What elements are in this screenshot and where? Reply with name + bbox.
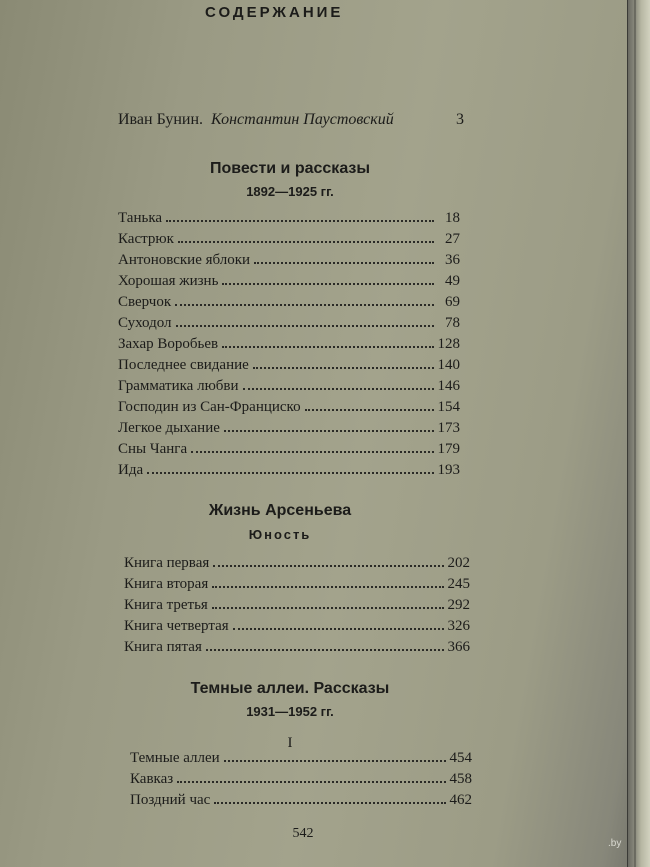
dot-leader bbox=[213, 564, 443, 567]
toc-entry-title: Антоновские яблоки bbox=[118, 252, 251, 268]
toc-entry-title: Последнее свидание bbox=[118, 357, 249, 373]
dot-leader bbox=[177, 780, 445, 783]
toc-entry-title: Книга первая bbox=[124, 555, 210, 571]
dot-leader bbox=[178, 240, 434, 243]
toc-entry-title: Господин из Сан-Франциско bbox=[118, 399, 301, 415]
dot-leader bbox=[214, 801, 445, 804]
toc-entry bbox=[118, 315, 460, 336]
toc-entry-title: Легкое дыхание bbox=[118, 420, 220, 436]
toc-entry bbox=[118, 420, 460, 441]
toc-entry-page: 154 bbox=[437, 399, 460, 415]
toc-entry bbox=[118, 462, 460, 483]
toc-entry bbox=[124, 597, 470, 618]
toc-entry bbox=[118, 252, 460, 273]
dot-leader bbox=[305, 408, 434, 411]
toc-entry-title: Книга третья bbox=[124, 597, 208, 613]
toc-entry bbox=[118, 399, 460, 420]
toc-entry-page: 202 bbox=[447, 555, 470, 571]
dot-leader bbox=[254, 261, 434, 264]
toc-entry-page: 193 bbox=[437, 462, 460, 478]
dot-leader bbox=[212, 606, 444, 609]
dot-leader bbox=[224, 759, 446, 762]
toc-entry-title: Кавказ bbox=[130, 771, 174, 787]
intro-entry bbox=[118, 111, 478, 129]
toc-entry bbox=[124, 576, 470, 597]
toc-entry-page: 18 bbox=[445, 210, 460, 226]
toc-entry-title: Сны Чанга bbox=[118, 441, 188, 457]
toc-entry bbox=[130, 771, 472, 792]
dot-leader bbox=[191, 450, 433, 453]
toc-entry-title: Захар Воробьев bbox=[118, 336, 219, 352]
toc-entry-page: 458 bbox=[449, 771, 472, 787]
toc-entry-title: Поздний час bbox=[130, 792, 211, 808]
toc-entry bbox=[118, 273, 460, 294]
toc-entry-title: Книга пятая bbox=[124, 639, 202, 655]
toc-entry-title: Танька bbox=[118, 210, 163, 226]
toc-entry-page: 173 bbox=[437, 420, 460, 436]
toc-entry-page: 78 bbox=[445, 315, 460, 331]
intro-page-number: 3 bbox=[456, 111, 464, 128]
dot-leader bbox=[206, 648, 444, 651]
toc-entry-title: Сверчок bbox=[118, 294, 172, 310]
page-heading: СОДЕРЖАНИЕ bbox=[205, 4, 344, 21]
toc-entry bbox=[118, 441, 460, 462]
toc-entry-page: 462 bbox=[449, 792, 472, 808]
toc-list-stories bbox=[118, 210, 460, 483]
toc-entry-page: 49 bbox=[445, 273, 460, 289]
toc-entry-title: Грамматика любви bbox=[118, 378, 239, 394]
toc-entry bbox=[130, 750, 472, 771]
toc-entry-page: 140 bbox=[437, 357, 460, 373]
part-number: I bbox=[287, 735, 293, 751]
dot-leader bbox=[224, 429, 434, 432]
toc-entry-page: 454 bbox=[449, 750, 472, 766]
toc-entry bbox=[118, 357, 460, 378]
toc-list-arseniev bbox=[124, 555, 470, 660]
toc-entry-title: Хорошая жизнь bbox=[118, 273, 219, 289]
toc-entry-page: 179 bbox=[437, 441, 460, 457]
intro-essay-title: Константин Паустовский bbox=[211, 111, 394, 128]
page-edge bbox=[627, 0, 650, 867]
dot-leader bbox=[233, 627, 444, 630]
toc-entry bbox=[118, 210, 460, 231]
toc-entry-page: 366 bbox=[447, 639, 470, 655]
toc-entry-title: Темные аллеи bbox=[130, 750, 220, 766]
section-subtitle-arseniev: Юность bbox=[248, 527, 312, 542]
toc-entry-page: 245 bbox=[447, 576, 470, 592]
intro-author: Иван Бунин. bbox=[118, 111, 204, 128]
section-title-arseniev: Жизнь Арсеньева bbox=[208, 502, 352, 519]
toc-entry bbox=[130, 792, 472, 813]
toc-entry-page: 326 bbox=[447, 618, 470, 634]
dot-leader bbox=[222, 345, 433, 348]
toc-entry-title: Суходол bbox=[118, 315, 172, 331]
toc-entry bbox=[124, 555, 470, 576]
toc-entry-title: Книга четвертая bbox=[124, 618, 229, 634]
section-subtitle-dark-alleys: 1931—1952 гг. bbox=[246, 704, 334, 719]
toc-entry bbox=[124, 618, 470, 639]
toc-entry bbox=[118, 294, 460, 315]
dot-leader bbox=[212, 585, 443, 588]
dot-leader bbox=[222, 282, 434, 285]
toc-list-dark-alleys bbox=[130, 750, 472, 813]
toc-entry-title: Книга вторая bbox=[124, 576, 209, 592]
dot-leader bbox=[166, 219, 434, 222]
section-title-stories: Повести и рассказы bbox=[209, 160, 371, 177]
toc-entry bbox=[118, 378, 460, 399]
section-title-dark-alleys: Темные аллеи. Рассказы bbox=[190, 680, 390, 697]
dot-leader bbox=[147, 471, 433, 474]
section-subtitle-stories: 1892—1925 гг. bbox=[246, 184, 334, 199]
toc-entry-page: 128 bbox=[437, 336, 460, 352]
toc-entry-page: 292 bbox=[447, 597, 470, 613]
toc-entry-page: 27 bbox=[445, 231, 460, 247]
toc-entry-title: Кастрюк bbox=[118, 231, 174, 247]
toc-entry-page: 69 bbox=[445, 294, 460, 310]
toc-entry-page: 146 bbox=[437, 378, 460, 394]
toc-entry bbox=[124, 639, 470, 660]
toc-entry-page: 36 bbox=[445, 252, 460, 268]
page-number: 542 bbox=[292, 826, 314, 841]
dot-leader bbox=[243, 387, 434, 390]
dot-leader bbox=[175, 303, 434, 306]
toc-entry bbox=[118, 231, 460, 252]
dot-leader bbox=[253, 366, 434, 369]
toc-entry bbox=[118, 336, 460, 357]
toc-entry-title: Ида bbox=[118, 462, 144, 478]
dot-leader bbox=[176, 324, 434, 327]
watermark: .by bbox=[608, 838, 622, 849]
